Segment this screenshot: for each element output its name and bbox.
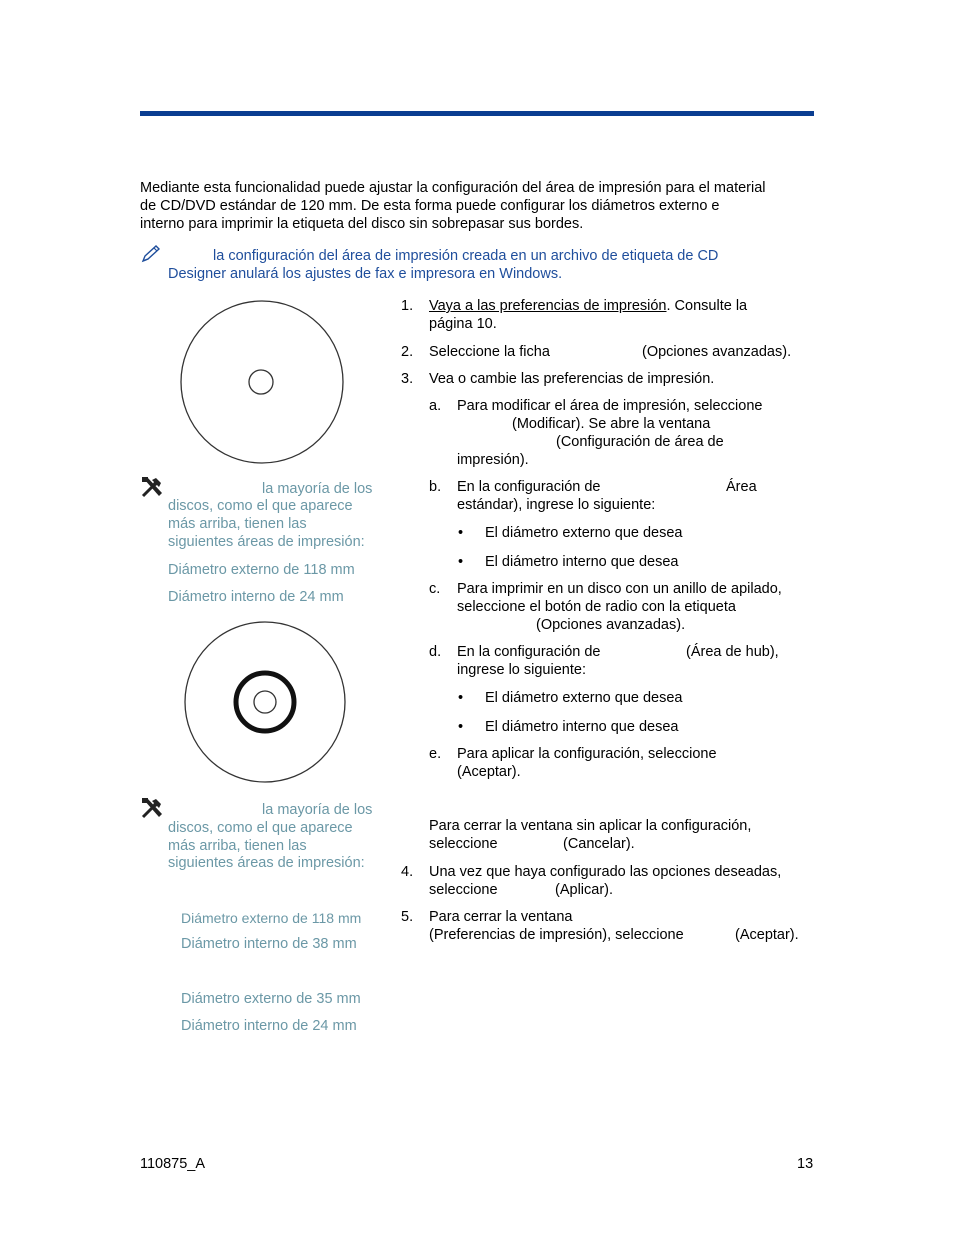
substep-b-line-2: estándar), ingrese lo siguiente: <box>457 497 656 513</box>
step-5-line-2: (Preferencias de impresión), seleccione <box>429 927 684 943</box>
tip2-a-inner: Diámetro interno de 38 mm <box>181 936 357 952</box>
substep-e-line-1: Para aplicar la configuración, seleccione <box>457 746 717 762</box>
substep-b-bullet-2: El diámetro interno que desea <box>485 554 679 570</box>
cancel-label: (Cancelar). <box>563 836 635 852</box>
bullet: • <box>458 690 464 706</box>
footer-doc-id: 110875_A <box>140 1156 206 1172</box>
tip2-b-outer: Diámetro externo de 35 mm <box>181 991 361 1007</box>
bullet: • <box>458 525 464 541</box>
step-1: Vaya a las preferencias de impresión. Consulte la <box>429 298 748 314</box>
substep-c-line-2: seleccione el botón de radio con la etiqueta <box>457 599 736 615</box>
step-4-line-1: Una vez que haya configurado las opciones deseadas, <box>429 864 782 880</box>
tip1-outer: Diámetro externo de 118 mm <box>168 562 355 578</box>
substep-c-line-3: (Opciones avanzadas). <box>536 617 686 633</box>
substep-c-letter: c. <box>429 581 441 597</box>
substep-d-letter: d. <box>429 644 442 660</box>
bullet: • <box>458 554 464 570</box>
tip2-line-3: más arriba, tienen las <box>168 838 307 854</box>
substep-d-hub: (Área de hub), <box>686 644 779 660</box>
tip1-line-4: siguientes áreas de impresión: <box>168 534 365 550</box>
tip1-line-1: la mayoría de los <box>262 481 373 497</box>
disc-image-hub <box>183 621 347 785</box>
step-1-number: 1. <box>401 298 414 314</box>
substep-a-line-3: (Configuración de área de <box>556 434 724 450</box>
tip2-a-outer: Diámetro externo de 118 mm <box>181 910 362 926</box>
step-1-line-2: página 10. <box>429 316 497 332</box>
substep-b-bullet-1: El diámetro externo que desea <box>485 525 683 541</box>
step-5-accept: (Aceptar). <box>735 927 799 943</box>
step-4-number: 4. <box>401 864 414 880</box>
substep-d-bullet-1: El diámetro externo que desea <box>485 690 683 706</box>
step-2-text: Seleccione la ficha <box>429 344 550 360</box>
note-line-2: Designer anulará los ajustes de fax e impresora en Windows. <box>168 266 563 282</box>
tip2-line-1: la mayoría de los <box>262 802 373 818</box>
step-2-tab: (Opciones avanzadas). <box>642 344 792 360</box>
pencil-icon <box>140 244 162 264</box>
step-4-apply: (Aplicar). <box>555 882 614 898</box>
substep-a-line-1: Para modificar el área de impresión, seleccione <box>457 398 763 414</box>
header-rule <box>140 111 814 116</box>
substep-d-line-1: En la configuración de <box>457 644 601 660</box>
note-line-1: la configuración del área de impresión creada en un archivo de etiqueta de CD <box>213 248 719 264</box>
tip1-line-2: discos, como el que aparece <box>168 498 353 514</box>
step-5-number: 5. <box>401 909 414 925</box>
substep-d-line-2: ingrese lo siguiente: <box>457 662 586 678</box>
substep-a-letter: a. <box>429 398 442 414</box>
tools-icon <box>141 797 165 819</box>
substep-e-letter: e. <box>429 746 442 762</box>
cancel-line-2: seleccione <box>429 836 498 852</box>
step-5-line-1: Para cerrar la ventana <box>429 909 573 925</box>
substep-b-letter: b. <box>429 479 442 495</box>
step-4-line-2: seleccione <box>429 882 498 898</box>
substep-b-area: Área <box>726 479 757 495</box>
substep-c-line-1: Para imprimir en un disco con un anillo de apilado, <box>457 581 782 597</box>
substep-d-bullet-2: El diámetro interno que desea <box>485 719 679 735</box>
step-3-text: Vea o cambie las preferencias de impresión. <box>429 371 715 387</box>
cancel-line-1: Para cerrar la ventana sin aplicar la configuración, <box>429 818 752 834</box>
step-2-number: 2. <box>401 344 414 360</box>
disc-image-standard <box>179 300 345 466</box>
tip2-b-inner: Diámetro interno de 24 mm <box>181 1018 357 1034</box>
step-3-number: 3. <box>401 371 414 387</box>
tip2-line-4: siguientes áreas de impresión: <box>168 855 365 871</box>
tip2-line-2: discos, como el que aparece <box>168 820 353 836</box>
substep-a-line-4: impresión). <box>457 452 529 468</box>
intro-paragraph: Mediante esta funcionalidad puede ajustar la configuración del área de impresión para el material de CD/DVD estándar de 120 mm. De esta forma puede configurar los diámetros externo e interno para imprimir la etiqueta del disco sin sobrepasar sus bordes. <box>140 180 766 232</box>
substep-a-line-2: (Modificar). Se abre la ventana <box>512 416 711 432</box>
bullet: • <box>458 719 464 735</box>
tip1-line-3: más arriba, tienen las <box>168 516 307 532</box>
tools-icon <box>141 476 165 498</box>
print-preferences-link[interactable]: Vaya a las preferencias de impresión <box>429 298 667 314</box>
substep-e-line-2: (Aceptar). <box>457 764 521 780</box>
footer-page-number: 13 <box>797 1156 814 1172</box>
substep-b-line-1: En la configuración de <box>457 479 601 495</box>
tip1-inner: Diámetro interno de 24 mm <box>168 589 344 605</box>
